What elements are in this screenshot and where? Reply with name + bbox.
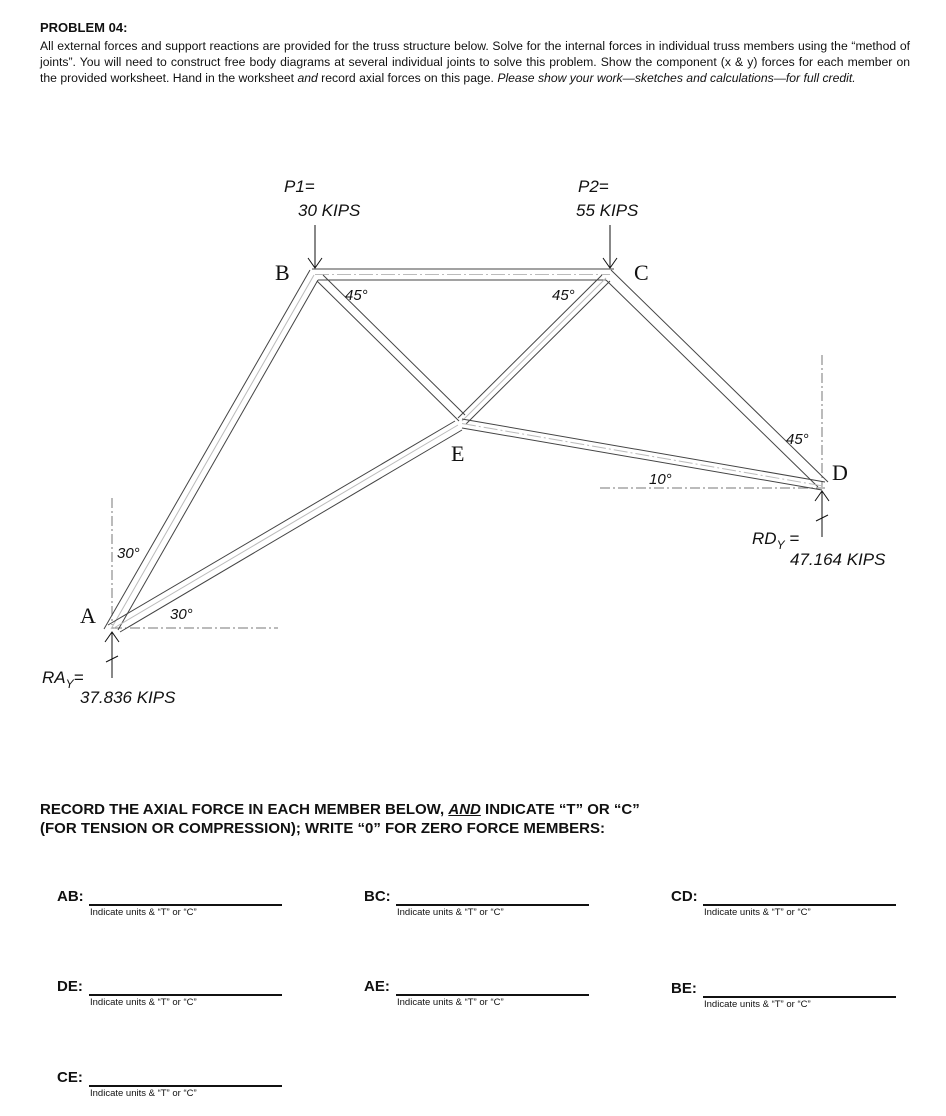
load-arrows: [308, 225, 617, 268]
node-label-d: D: [832, 460, 848, 485]
answer-line-ae[interactable]: [396, 994, 589, 996]
reaction-label-rd: $RD_Y$ =: [752, 529, 800, 552]
answer-label-ce: CE:: [57, 1069, 83, 1086]
reaction-arrows: [105, 491, 829, 678]
member-ab: [104, 270, 318, 630]
answer-label-de: DE:: [57, 978, 83, 995]
answer-line-ab[interactable]: [89, 904, 282, 906]
reaction-arrow-d: [815, 491, 829, 537]
answer-hint-de: Indicate units & “T” or “C”: [90, 997, 197, 1008]
member-de: [462, 419, 825, 490]
reaction-arrow-a: [105, 632, 119, 678]
member-ce: [458, 275, 610, 424]
answer-line-be[interactable]: [703, 996, 896, 998]
answer-hint-ab: Indicate units & “T” or “C”: [90, 907, 197, 918]
record-line-1: RECORD THE AXIAL FORCE IN EACH MEMBER BELOW, AND INDICATE “T” OR “C”: [40, 801, 640, 818]
load-value-p2: 55 KIPS: [576, 201, 639, 220]
problem-statement: All external forces and support reactions are provided for the truss structure below. Solve for the internal forces in individual truss members using the “method of joints”. You will need to construct free body diagrams at several individual joints to solve this problem. Show the component (x & y) forces for each member on the provided worksheet. Hand in the worksheet and record axial forces on this page. Please show your work—sketches and calculations—for full credit.: [40, 39, 910, 85]
truss-diagram: [0, 150, 946, 750]
answer-label-ab: AB:: [57, 888, 84, 905]
node-label-c: C: [634, 260, 649, 285]
answer-line-bc[interactable]: [396, 904, 589, 906]
answer-hint-ae: Indicate units & “T” or “C”: [397, 997, 504, 1008]
load-arrow-p1: [308, 225, 322, 268]
record-instructions: [40, 800, 640, 838]
reaction-label-ra: $RA_Y=$: [42, 668, 84, 691]
guide-lines: [112, 355, 825, 628]
answer-label-be: BE:: [671, 980, 697, 997]
answer-line-cd[interactable]: [703, 904, 896, 906]
reaction-value-ra: 37.836 KIPS: [80, 688, 176, 707]
angle-label-a-horizontal: 30°: [170, 606, 193, 623]
record-line-2: (FOR TENSION OR COMPRESSION); WRITE “0” FOR ZERO FORCE MEMBERS:: [40, 820, 606, 837]
answer-hint-ce: Indicate units & “T” or “C”: [90, 1088, 197, 1099]
problem-header: [40, 20, 910, 86]
reaction-value-rd: 47.164 KIPS: [790, 550, 886, 569]
problem-title: PROBLEM 04:: [40, 20, 128, 35]
node-label-a: A: [80, 603, 96, 628]
member-ae: [108, 421, 465, 632]
load-label-p1: P1=: [284, 177, 315, 196]
load-arrow-p2: [603, 225, 617, 268]
answer-hint-bc: Indicate units & “T” or “C”: [397, 907, 504, 918]
node-label-e: E: [451, 441, 465, 466]
answer-line-de[interactable]: [89, 994, 282, 996]
angle-label-e: 10°: [649, 471, 672, 488]
load-label-p2: P2=: [578, 177, 609, 196]
member-bc: [312, 269, 614, 280]
angle-label-a-vertical: 30°: [117, 545, 140, 562]
node-label-b: B: [275, 260, 290, 285]
answer-label-cd: CD:: [671, 888, 698, 905]
answer-label-ae: AE:: [364, 978, 390, 995]
member-be: [317, 275, 465, 421]
answer-label-bc: BC:: [364, 888, 391, 905]
angle-label-b: 45°: [345, 287, 368, 304]
answer-line-ce[interactable]: [89, 1085, 282, 1087]
answer-hint-cd: Indicate units & “T” or “C”: [704, 907, 811, 918]
load-value-p1: 30 KIPS: [298, 201, 361, 220]
angle-label-c: 45°: [552, 287, 575, 304]
answer-hint-be: Indicate units & “T” or “C”: [704, 999, 811, 1010]
truss-members: [104, 269, 828, 632]
angle-label-d: 45°: [786, 431, 809, 448]
